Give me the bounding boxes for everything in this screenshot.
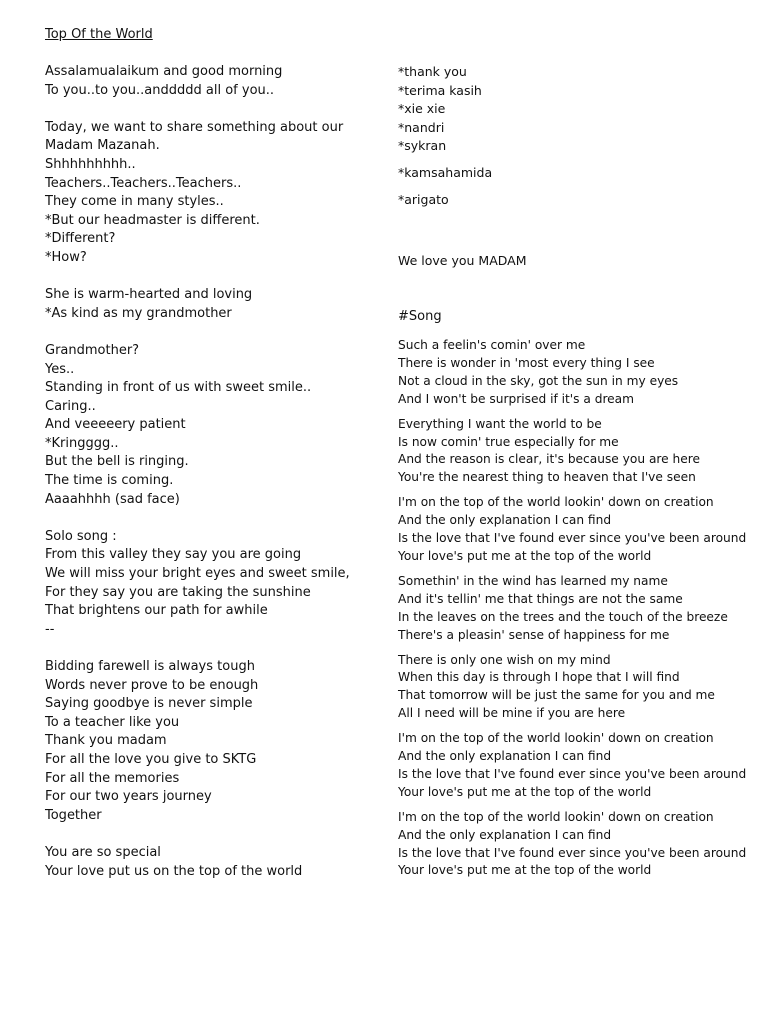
lyric-line: Is the love that I've found ever since you've been around: [398, 766, 747, 781]
text-line: They come in many styles..: [45, 194, 224, 210]
song-lyrics: [398, 337, 748, 887]
page-title: Top Of the World: [45, 27, 153, 42]
text-line: Aaaahhhh (sad face): [45, 491, 180, 507]
thanks-line: *thank you: [398, 64, 467, 79]
text-line: *How?: [45, 249, 87, 265]
text-line: Thank you madam: [45, 733, 167, 749]
lyric-line: Your love's put me at the top of the world: [398, 548, 652, 563]
text-line: For our two years journey: [45, 789, 212, 805]
lyric-line: All I need will be mine if you are here: [398, 706, 626, 721]
text-line: Grandmother?: [45, 342, 140, 358]
lyric-line: Your love's put me at the top of the world: [398, 863, 652, 878]
left-column: [45, 63, 375, 900]
thanks-line: *kamsahamida: [398, 164, 493, 180]
text-line: Bidding farewell is always tough: [45, 659, 255, 674]
song-stanza: [398, 730, 748, 802]
text-line: *Different?: [45, 231, 116, 247]
lyric-line: Somethin' in the wind has learned my name: [398, 573, 668, 588]
lyric-line: And it's tellin' me that things are not the same: [398, 591, 683, 606]
left-block: [45, 844, 375, 881]
song-stanza: [398, 809, 748, 881]
thanks-line: *sykran: [398, 138, 447, 154]
left-block: [45, 658, 375, 825]
text-line: She is warm-hearted and loving: [45, 287, 253, 303]
song-stanza: [398, 494, 748, 566]
text-line: But the bell is ringing.: [45, 454, 189, 470]
lyric-line: And the only explanation I can find: [398, 513, 612, 528]
thanks-line: *arigato: [398, 191, 449, 207]
song-stanza: [398, 652, 748, 724]
love-madam-line: We love you MADAM: [398, 253, 527, 268]
text-line: Today, we want to share something about our: [45, 119, 344, 135]
text-line: We will miss your bright eyes and sweet smile,: [45, 566, 350, 582]
text-line: For all the love you give to SKTG: [45, 751, 257, 767]
text-line: For they say you are taking the sunshine: [45, 584, 311, 600]
lyric-line: There is wonder in 'most every thing I see: [398, 355, 655, 370]
lyric-line: I'm on the top of the world lookin' down on creation: [398, 731, 714, 746]
left-block: [45, 342, 375, 509]
thanks-line: *xie xie: [398, 101, 446, 117]
text-line: Standing in front of us with sweet smile..: [45, 380, 312, 396]
text-line: *Kringggg..: [45, 435, 119, 451]
text-line: *As kind as my grandmother: [45, 305, 232, 321]
lyric-line: You're the nearest thing to heaven that I've seen: [398, 470, 696, 485]
thanks-line: *nandri: [398, 119, 445, 135]
lyric-line: Your love's put me at the top of the world: [398, 784, 652, 799]
lyric-line: Is the love that I've found ever since you've been around: [398, 531, 747, 546]
text-line: --: [45, 621, 55, 637]
text-line: Yes..: [45, 361, 75, 377]
text-line: You are so special: [45, 844, 161, 860]
lyric-line: I'm on the top of the world lookin' down on creation: [398, 495, 714, 510]
left-block: [45, 119, 375, 268]
lyric-line: And the reason is clear, it's because you are here: [398, 452, 700, 467]
lyric-line: That tomorrow will be just the same for you and me: [398, 688, 715, 703]
lyric-line: And the only explanation I can find: [398, 827, 612, 842]
lyric-line: There is only one wish on my mind: [398, 652, 611, 667]
left-block: [45, 528, 375, 640]
thanks-list: [398, 63, 738, 209]
text-line: Assalamualaikum and good morning: [45, 64, 283, 79]
text-line: Saying goodbye is never simple: [45, 696, 253, 712]
text-line: Teachers..Teachers..Teachers..: [45, 175, 242, 191]
text-line: Caring..: [45, 398, 96, 414]
text-line: Solo song :: [45, 528, 117, 544]
left-block: [45, 286, 375, 323]
text-line: To a teacher like you: [45, 714, 180, 730]
lyric-line: I'm on the top of the world lookin' down on creation: [398, 809, 714, 824]
text-line: Shhhhhhhhh..: [45, 156, 136, 172]
text-line: Together: [45, 807, 102, 823]
text-line: *But our headmaster is different.: [45, 212, 260, 228]
song-stanza: [398, 573, 748, 645]
text-line: Your love put us on the top of the world: [45, 863, 303, 879]
lyric-line: In the leaves on the trees and the touch of the breeze: [398, 609, 728, 624]
left-block: [45, 63, 375, 100]
lyric-line: Everything I want the world to be: [398, 416, 602, 431]
text-line: To you..to you..anddddd all of you..: [45, 82, 275, 98]
text-line: That brightens our path for awhile: [45, 603, 268, 619]
lyric-line: Is the love that I've found ever since you've been around: [398, 845, 747, 860]
text-line: Madam Mazanah.: [45, 138, 160, 154]
lyric-line: Such a feelin's comin' over me: [398, 338, 586, 352]
text-line: For all the memories: [45, 770, 180, 786]
text-line: The time is coming.: [45, 473, 174, 489]
lyric-line: When this day is through I hope that I will find: [398, 670, 680, 685]
song-stanza: [398, 416, 748, 488]
thanks-line: *terima kasih: [398, 82, 482, 98]
lyric-line: There's a pleasin' sense of happiness for me: [398, 627, 670, 642]
lyric-line: And the only explanation I can find: [398, 749, 612, 764]
song-heading: #Song: [398, 309, 442, 324]
lyric-line: And I won't be surprised if it's a dream: [398, 391, 635, 406]
lyric-line: Is now comin' true especially for me: [398, 434, 619, 449]
text-line: And veeeeery patient: [45, 417, 186, 433]
text-line: Words never prove to be enough: [45, 677, 259, 693]
song-stanza: [398, 337, 748, 409]
text-line: From this valley they say you are going: [45, 547, 302, 563]
lyric-line: Not a cloud in the sky, got the sun in my eyes: [398, 373, 679, 388]
